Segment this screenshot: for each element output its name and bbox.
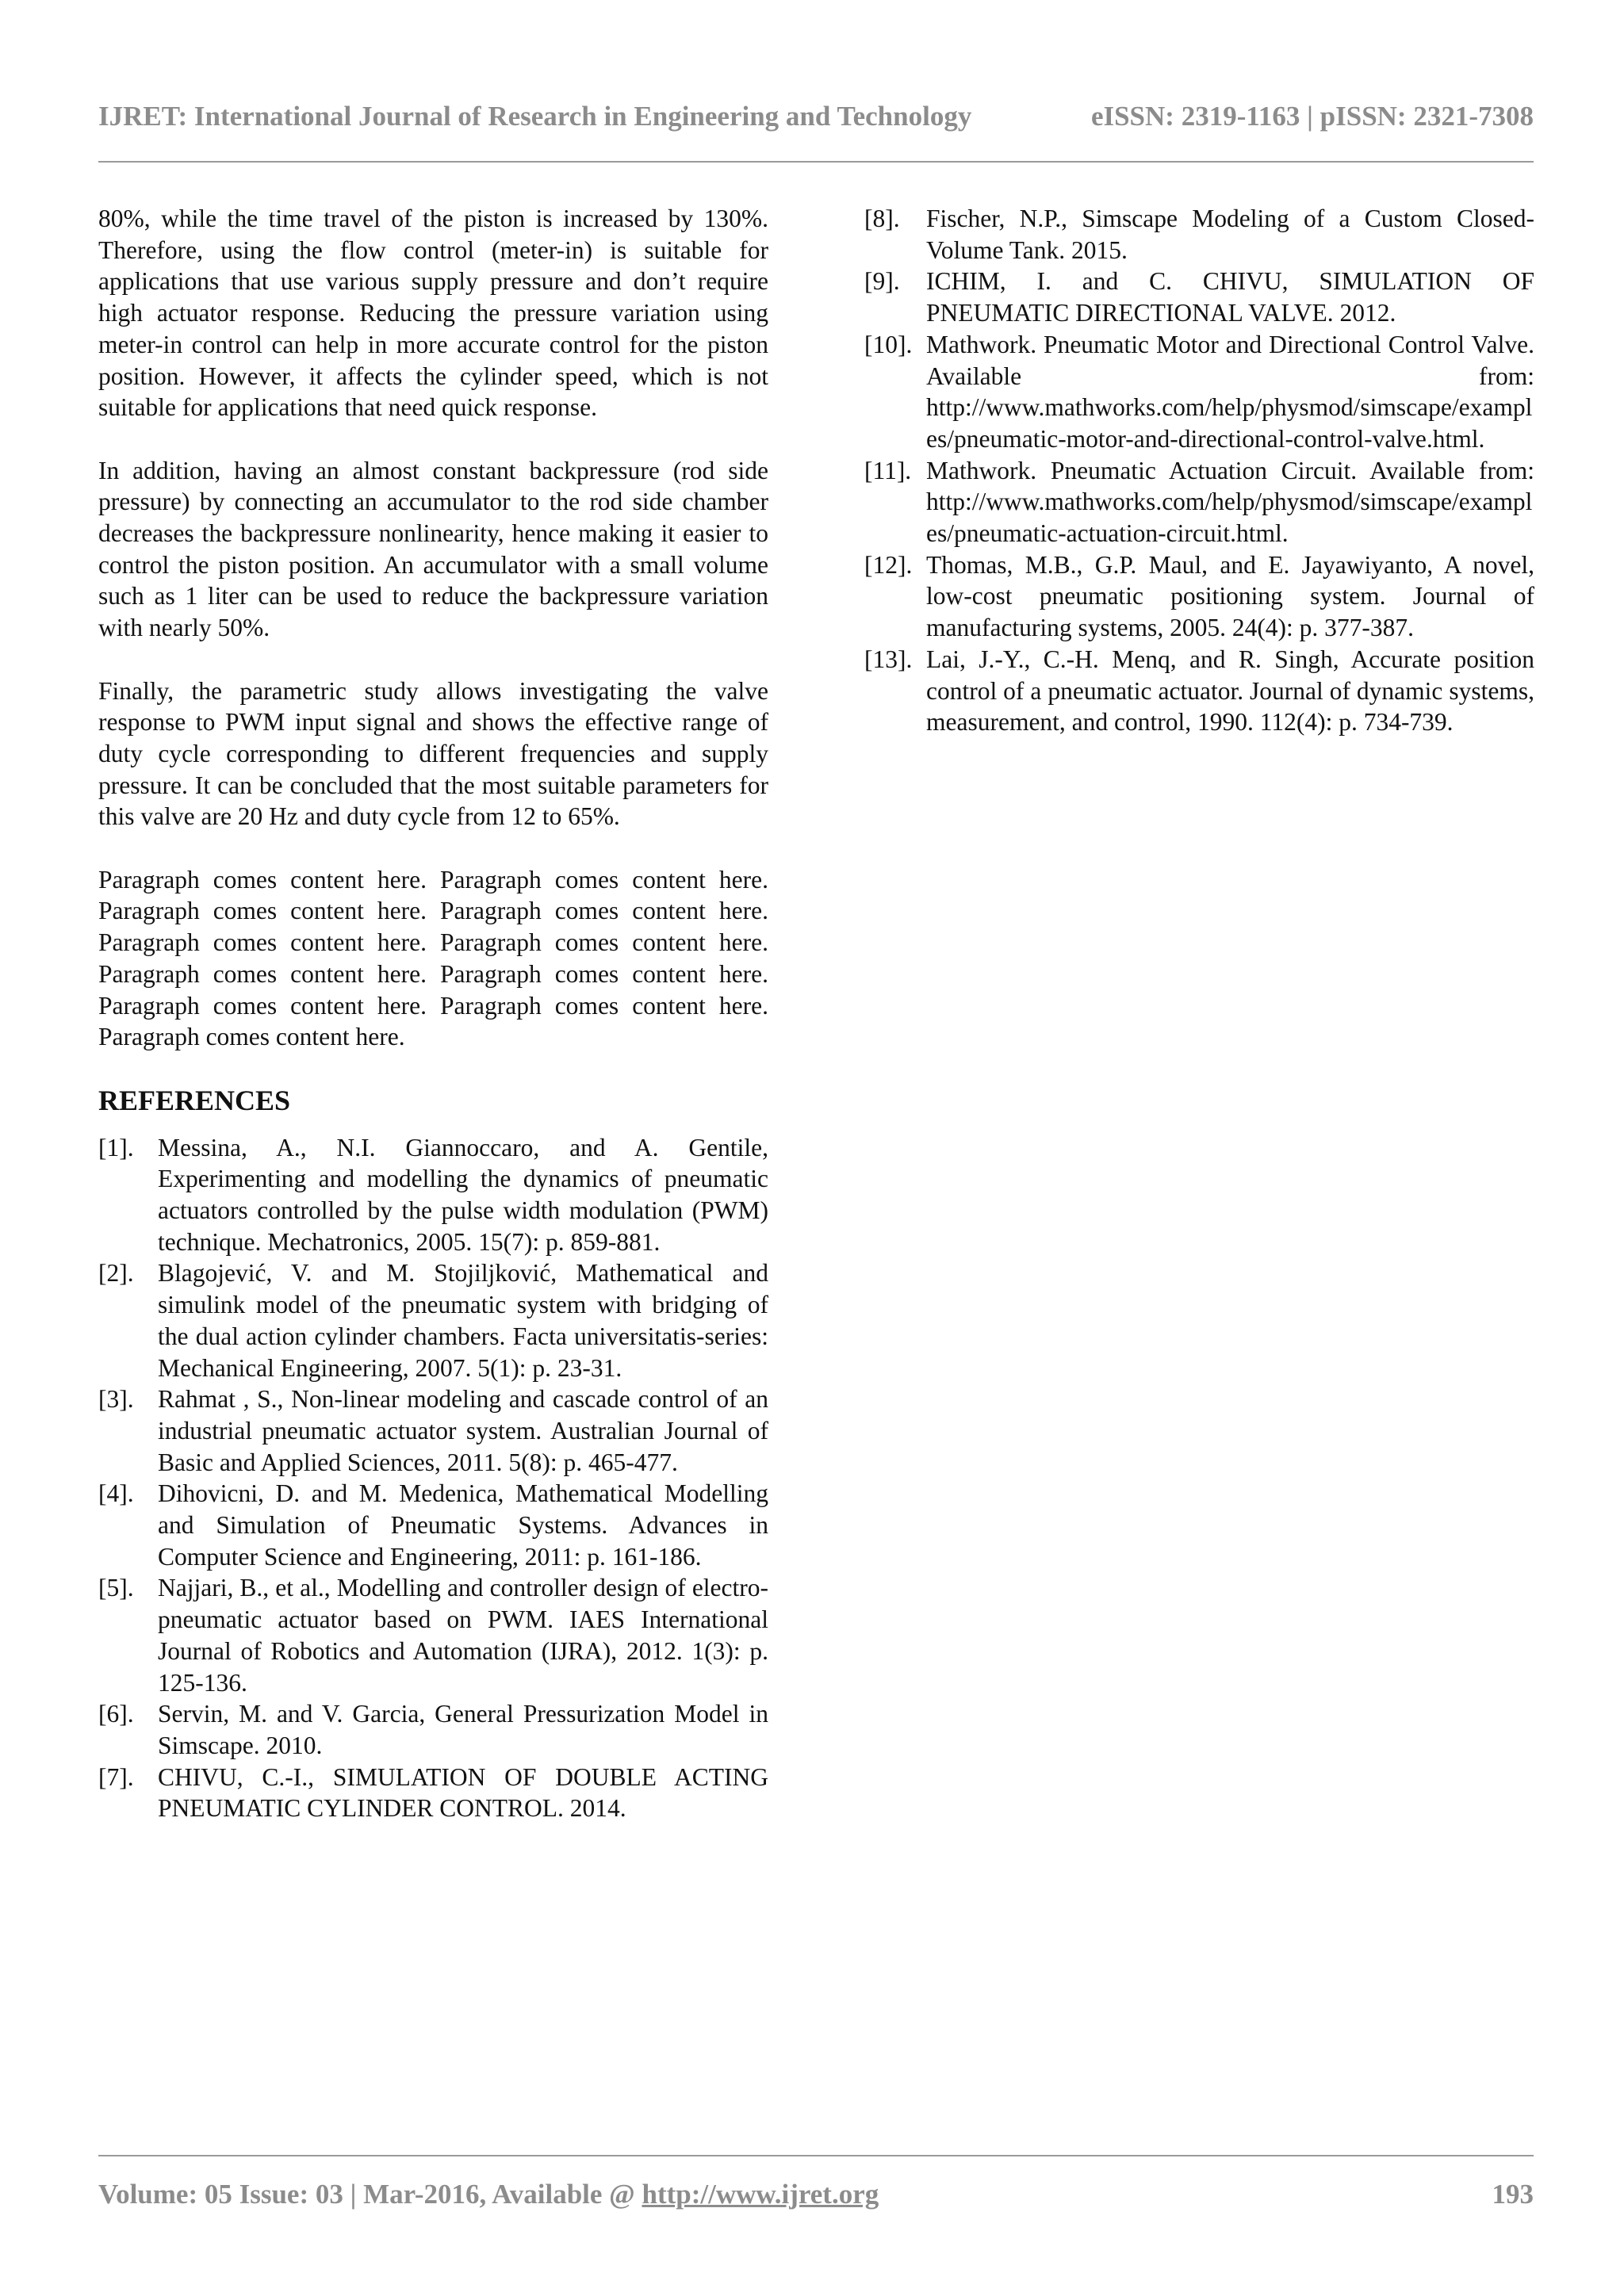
footer-volume — [98, 2179, 879, 2210]
journal-title: IJRET: International Journal of Research in Engineering and Technology — [98, 101, 972, 132]
reference-item — [864, 644, 1534, 738]
reference-text: Lai, J.-Y., C.-H. Menq, and R. Singh, Accurate position control of a pneumatic actuator. Journal of dynamic systems, measurement, and control, 1990. 112(4): p. 734-739. — [926, 645, 1534, 737]
reference-item — [98, 1383, 768, 1478]
reference-number: [1]. — [98, 1133, 134, 1161]
right-column — [864, 203, 1534, 738]
running-footer — [98, 2177, 1534, 2212]
reference-number: [9]. — [864, 267, 900, 296]
running-header — [98, 97, 1534, 136]
footer-divider — [98, 2155, 1534, 2156]
reference-number: [8]. — [864, 205, 900, 232]
reference-text: Dihovicni, D. and M. Medenica, Mathematical Modelling and Simulation of Pneumatic Systems. Advances in Computer Science and Engineering, 2011: p. 161-186. — [158, 1479, 768, 1571]
reference-item — [98, 1257, 768, 1383]
footer-volume-text: Volume: 05 Issue: 03 | Mar-2016, Available @ — [98, 2179, 642, 2210]
paragraph-1: 80%, while the time travel of the piston is increased by 130%. Therefore, using the flow control (meter-in) is suitable for applications that use various supply pressure and don’t require high actuator response. Reducing the pressure variation using meter-in control can help in more accurate control for the piston position. However, it affects the cylinder speed, which is not suitable for applications that need quick response. — [98, 205, 768, 422]
reference-item — [98, 1698, 768, 1761]
reference-text: ICHIM, I. and C. CHIVU, SIMULATION OF PNEUMATIC DIRECTIONAL VALVE. 2012. — [926, 267, 1534, 327]
reference-number: [4]. — [98, 1479, 134, 1508]
reference-item — [98, 1132, 768, 1258]
paragraph-4: Paragraph comes content here. Paragraph comes content here. Paragraph comes content here. Paragraph comes content here. Paragraph comes content here. Paragraph comes content here. Paragraph comes content here. Paragraph comes content here. Paragraph comes content here. Paragraph comes content here. Paragraph comes content here. — [98, 865, 768, 1051]
reference-item — [98, 1572, 768, 1698]
reference-text: Messina, A., N.I. Giannoccaro, and A. Gentile, Experimenting and modelling the dynamics of pneumatic actuators controlled by the pulse width modulation (PWM) technique. Mechatronics, 2005. 15(7): p. 859-881. — [158, 1133, 768, 1256]
reference-item — [864, 455, 1534, 549]
reference-text: Najjari, B., et al., Modelling and controller design of electro-pneumatic actuator based on PWM. IAES International Journal of Robotics and Automation (IJRA), 2012. 1(3): p. 125-136. — [158, 1574, 768, 1697]
reference-item — [98, 1762, 768, 1824]
reference-text: Mathwork. Pneumatic Actuation Circuit. Available from: http://www.mathworks.com/help/physmod/simscape/examples/pneumatic-actuation-circuit.html. — [926, 456, 1534, 548]
reference-text: Blagojević, V. and M. Stojiljković, Mathematical and simulink model of the pneumatic system with bridging of the dual action cylinder chambers. Facta universitatis-series: Mechanical Engineering, 2007. 5(1): p. 23-31. — [158, 1259, 768, 1382]
journal-link[interactable]: http://www.ijret.org — [642, 2179, 879, 2210]
left-column — [98, 203, 768, 1824]
reference-number: [6]. — [98, 1700, 134, 1728]
issn-label: eISSN: 2319-1163 | pISSN: 2321-7308 — [1090, 101, 1534, 132]
reference-item — [98, 1478, 768, 1572]
reference-number: [3]. — [98, 1385, 134, 1414]
reference-text: Mathwork. Pneumatic Motor and Directional Control Valve. Available from: http://www.mathworks.com/help/physmod/simscape/examples/pneumatic-motor-and-directional-control-valve.html. — [926, 330, 1534, 453]
reference-text: Fischer, N.P., Simscape Modeling of a Custom Closed-Volume Tank. 2015. — [926, 205, 1534, 264]
reference-number: [5]. — [98, 1574, 134, 1602]
reference-number: [12]. — [864, 550, 913, 579]
reference-text: CHIVU, C.-I., SIMULATION OF DOUBLE ACTING PNEUMATIC CYLINDER CONTROL. 2014. — [158, 1762, 768, 1823]
reference-number: [11]. — [864, 456, 912, 484]
reference-number: [2]. — [98, 1259, 134, 1288]
reference-text: Servin, M. and V. Garcia, General Pressurization Model in Simscape. 2010. — [158, 1700, 768, 1759]
reference-item — [864, 329, 1534, 455]
paragraph-2: In addition, having an almost constant backpressure (rod side pressure) by connecting an accumulator to the rod side chamber decreases the backpressure nonlinearity, hence making it easier to control the piston position. An accumulator with a small volume such as 1 liter can be used to reduce the backpressure variation with nearly 50%. — [98, 456, 768, 642]
reference-item — [864, 266, 1534, 328]
reference-number: [10]. — [864, 330, 913, 358]
references-heading: REFERENCES — [98, 1084, 291, 1116]
paragraph-3: Finally, the parametric study allows investigating the valve response to PWM input signal and shows the effective range of duty cycle corresponding to different frequencies and supply pressure. It can be concluded that the most suitable parameters for this valve are 20 Hz and duty cycle from 12 to 65%. — [98, 676, 768, 831]
page-number: 193 — [1492, 2179, 1534, 2210]
reference-item — [864, 549, 1534, 644]
header-divider — [98, 161, 1534, 163]
reference-text: Rahmat , S., Non-linear modeling and cascade control of an industrial pneumatic actuator system. Australian Journal of Basic and Applied Sciences, 2011. 5(8): p. 465-477. — [158, 1385, 768, 1476]
reference-number: [13]. — [864, 645, 913, 673]
reference-item — [864, 203, 1534, 266]
reference-number: [7]. — [98, 1762, 134, 1791]
reference-text: Thomas, M.B., G.P. Maul, and E. Jayawiyanto, A novel, low-cost pneumatic positioning system. Journal of manufacturing systems, 2005. 24(4): p. 377-387. — [926, 550, 1534, 642]
